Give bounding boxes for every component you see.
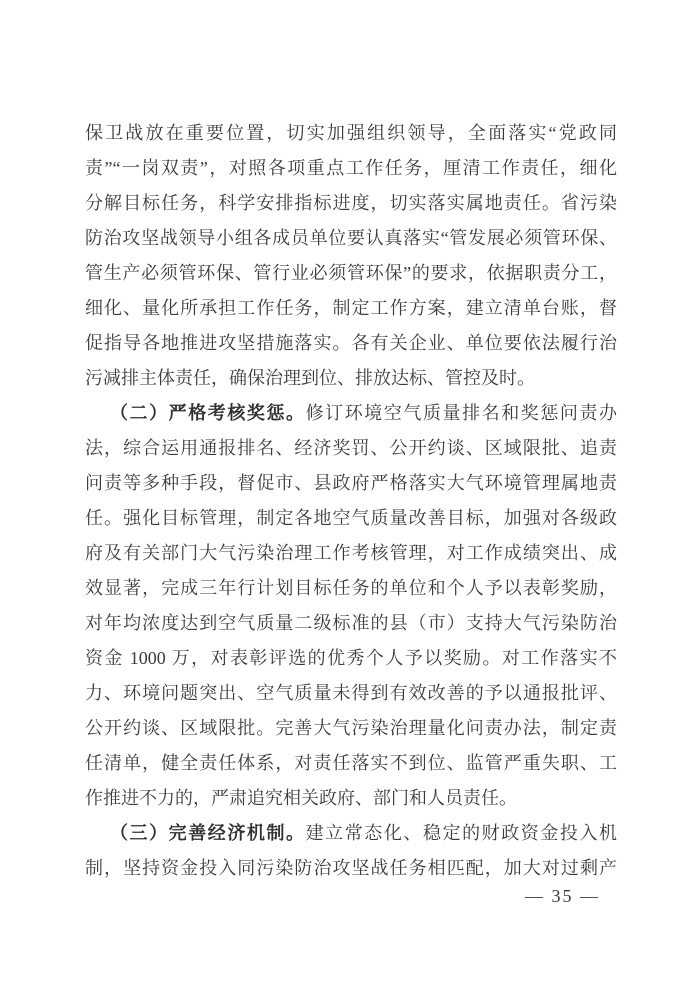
text-line: 任。强化目标管理，制定各地空气质量改善目标，加强对各级政 <box>85 508 617 528</box>
text-line: 促指导各地推进攻坚措施落实。各有关企业、单位要依法履行治 <box>85 333 617 353</box>
text-line: 污减排主体责任，确保治理到位、排放达标、管控及时。 <box>85 368 535 388</box>
text-line: 力、环境问题突出、空气质量未得到有效改善的予以通报批评、 <box>85 683 617 703</box>
text-line: 公开约谈、区域限批。完善大气污染治理量化问责办法，制定责 <box>85 718 617 738</box>
text-line: 作推进不力的，严肃追究相关政府、部门和人员责任。 <box>85 788 517 808</box>
text-line: 资金 1000 万，对表彰评选的优秀个人予以奖励。对工作落实不 <box>85 648 617 668</box>
section-heading: （三）完善经济机制。 <box>110 823 306 843</box>
page-footer <box>85 886 600 907</box>
text-line: 责”“一岗双责”，对照各项重点工作任务，厘清工作责任，细化 <box>85 158 617 178</box>
text-line: 对年均浓度达到空气质量二级标准的县（市）支持大气污染防治 <box>85 613 617 633</box>
section-heading: （二）严格考核奖惩。 <box>110 403 306 423</box>
text-line: 问责等多种手段，督促市、县政府严格落实大气环境管理属地责 <box>85 473 617 493</box>
text-line: 任清单，健全责任体系，对责任落实不到位、监管严重失职、工 <box>85 753 617 773</box>
text-line: 保卫战放在重要位置，切实加强组织领导，全面落实“党政同 <box>85 123 617 143</box>
text-line: 防治攻坚战领导小组各成员单位要认真落实“管发展必须管环保、 <box>85 228 617 248</box>
page-number: — 35 — <box>525 886 600 906</box>
document-text-block <box>85 116 617 886</box>
text-line: 府及有关部门大气污染治理工作考核管理，对工作成绩突出、成 <box>85 543 617 563</box>
text-line: 效显著，完成三年行计划目标任务的单位和个人予以表彰奖励， <box>85 578 617 598</box>
text-line: 制，坚持资金投入同污染防治攻坚战任务相匹配，加大对过剩产 <box>85 858 617 878</box>
text-line: （三）完善经济机制。建立常态化、稳定的财政资金投入机 <box>110 823 617 843</box>
text-line: 细化、量化所承担工作任务，制定工作方案，建立清单台账，督 <box>85 298 617 318</box>
text-line: （二）严格考核奖惩。修订环境空气质量排名和奖惩问责办 <box>110 403 617 423</box>
text-line: 管生产必须管环保、管行业必须管环保”的要求，依据职责分工， <box>85 263 617 283</box>
text-line: 分解目标任务，科学安排指标进度，切实落实属地责任。省污染 <box>85 193 617 213</box>
text-line: 法，综合运用通报排名、经济奖罚、公开约谈、区域限批、追责 <box>85 438 617 458</box>
